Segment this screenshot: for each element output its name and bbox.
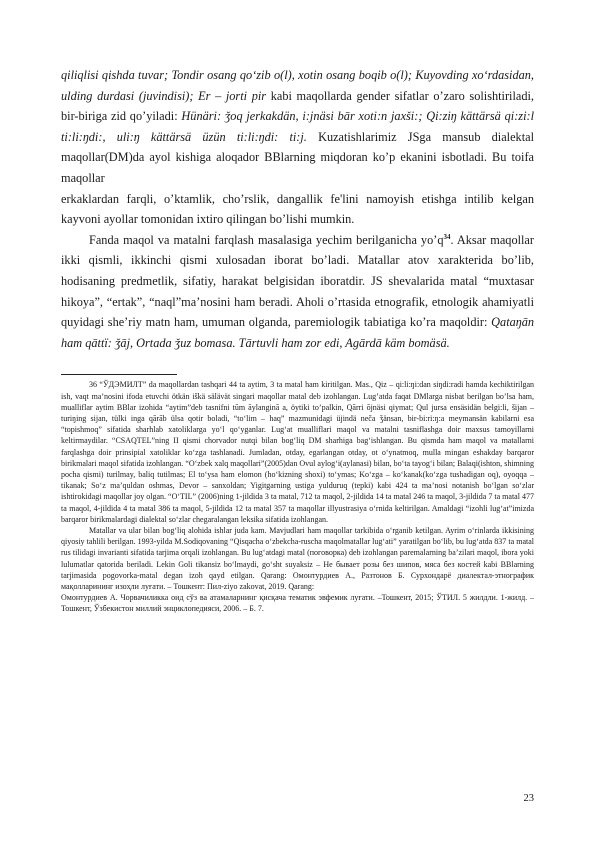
main-text bbox=[61, 65, 534, 353]
footnote-separator bbox=[61, 374, 177, 375]
proverbs-italic-1: qiliqlisi qishda tuvar; Tondir osang qo‘zib o(l), xotin osang boqib o(l); Kuyovding xo‘rdasidan, ulding durdasi (juvindisi); Er – jorti pir bbox=[61, 68, 534, 103]
page-content bbox=[61, 65, 534, 615]
dialect-proverbs-italic: Hünäri: ǯoq jerkakdän, i:jnäsi bār xoti:n jaxši:; Qi:ziŋ kättärsä qi:zi:l ti:li:ŋdi:, uli:ŋ kättärsä üzün ti:li:ŋdi: ti:j. bbox=[61, 109, 534, 144]
footnote-continued: Matallar va ular bilan bog‘liq alohida ishlar juda kam. Mavjudlari ham maqollar tarkibida o‘rganib ketilgan. Ayrim o‘rinlarda ikkisining qiyosiy tahlili berilgan. 1993-yilda M.Sodiqovaning “Qisqacha o‘zbekcha-ruscha maqolmatallar lug‘ati” yaratilgan bo‘lib, bu lug‘atda 837 ta matal rus tilidagi invarianti sifatida tarjima orqali izohlangan. Bu lug‘atdagi matal (поговорка) deb izohlangan paremalarning ba’zilari maqol, ibora yoki lulumatlar qatorida beriladi. Lekin Goli tikansiz bo‘lmaydi, go‘sht suyaksiz – Не бывает розы без шипов, мяса без костей kabi BBlarning tarjimasida pogovorka-matal degan izoh qayd etilgan. Qarang: Омонтурдиев А., Разтонов Б. Сурхондарё диалектал-этнографик мақолларининг изоҳли луғати. – Тошкент: Пил-ziyo zakovat, 2019. Qarang: bbox=[61, 525, 534, 591]
footnote-36: 36 “ЎДЭМИЛТ” da maqollardan tashqari 44 ta aytim, 3 ta matal ham kiritilgan. Mas., Qiz – qi:li:ŋi:dan siŋdi:radi hamda kechiktirilgan ish, vaqt ma’nosini ifoda etuvchi ötkän iškä sälävät singari maqollar matal deb izohlangan. Lug’atda faqat DMlarga nisbat berilgan bo’lsa ham, mualliflar aytim BBlar izohida “aytim”deb tasnifni tūm āylanginā a, öytiki to’palkin, Qārri ōjnäsi qiymat; Qul jursa ensäsidän belgi:li, šijan – turiŋing sijan, tülki inga qārāb ülsa qotir boladi, “to‘lim – haq” mazmunidagi üjindä neča ǯänsan, bir-bi:ri:ŋ:a meymansän kabilarni esa “topishmoq” sifatida sharhlab xatoliklarga yo‘l qo‘yganlar. Lug‘at mualliflari maqol va matalni tasniflashga doir maxsus tamoyillarni keltirmaydilar. “CSAQTEL”ning II qismi chorvador nutqi bilan bog‘liq DM sharhiga bag‘ishlangan. Bu qismda ham maqol va matallarni farqlashga doir prinsipial xatoliklar ko‘zga tashlanadi. Jumladan, otday, egarlangan otday, ot o‘ynatmoq, mulla mingan eshakday barqaror birikmalari maqol sifatida izohlangan. “O‘zbek xalq maqollari”(2005)dan Ovul aylog‘i(aylanasi) bilan, bo‘ta tayog‘i bilan; Balaqi(ishton, shimning pocha qismi) turilmay, baliq tutilmas; El to‘ysa ham elomon (ho‘kizning shoxi) to‘ymas; Ko‘zga – ko‘kanak(ko‘zga tushadigan oq), oyoqqa – tikanak; So‘z ma’quldan oshmas, Devor – sanxoldan; Yigitgarning ustiga yulduruq (tepki) kabi 424 ta ma’nosi notanish bo‘lgan so‘zlar ishtirokidagi maqollar joy olgan. “O‘TIL” (2006)ning 1-jildida 3 ta matal, 712 ta maqol, 2-jildida 14 ta matal 246 ta maqol, 3-jildida 7 ta matal 477 ta maqol, 4-jildida 4 ta matal 386 ta maqol, 5-jildida 12 ta matal 357 ta maqollar illyustrasiya o‘rnida keltirilgan. Amaldagi “izohli lug‘at”imizda barqaror birikmalardagi dialektal so‘zlar chegaralangan leksika sifatida izohlangan. bbox=[61, 380, 534, 524]
paragraph-3-text-b: . Aksar maqollar ikki qismli, ikkinchi qismi xulosadan iborat bo’ladi. Matallar atov xarakterida bo’lib, hodisaning predmetlik, sifatiy, harakat belgisidan iboratdir. JS shevalarida matal “muxtasar hikoya”, “ertak”, “naql”ma’nosini ham beradi. Aholi o’rtasida etnografik, etnologik ahamiyatli quyidagi she’riy matn ham, umuman olganda, paremiologik tabiatiga ko’ra maqoldir: bbox=[61, 232, 534, 330]
footnote-references: Омонтурдиев А. Чорвачиликка оид сўз ва атамаларнинг қисқача тематик эвфемик луғати. –Тошкент, 2015; ЎТИЛ. 5 жилдли. 1-жилд. – Тошкент, Ўзбекистон миллий энциклопедияси, 2006. – Б. 7. bbox=[61, 593, 534, 614]
paragraph-3-text-a: Fanda maqol va matalni farqlash masalasiga yechim berilganicha yo’q bbox=[89, 232, 444, 247]
paragraph-3 bbox=[61, 230, 534, 354]
poem-italic: Qataŋān ham qāttï: ǯāj, Ortada ǯuz bomasa. Tārtuvli ham zor edi, Agārdā käm bomäsä. bbox=[61, 315, 534, 350]
footnotes bbox=[61, 379, 534, 614]
paragraph-2: erkaklardan farqli, o’ktamlik, cho’rslik, dangallik fe'lini namoyish etishga intilib kelgan kayvoni ayollar tomonidan ixtiro qilingan bo’lishi mumkin. bbox=[61, 191, 534, 227]
paragraph-1-text-a: kabi maqollarda gender sifatlar o’zaro solishtiriladi, bir-biriga zid qo’yiladi: bbox=[61, 88, 534, 124]
page-number: 23 bbox=[523, 793, 534, 804]
paragraph-1 bbox=[61, 65, 534, 189]
footnote-reference: 34 bbox=[443, 232, 451, 241]
paragraph-1-text-b: Kuzatishlarimiz JSga mansub dialektal maqollar(DM)da ayol kishiga aloqador BBlarning miqdoran ko’p ekanini isbotladi. Bu toifa maqollar bbox=[61, 129, 534, 185]
